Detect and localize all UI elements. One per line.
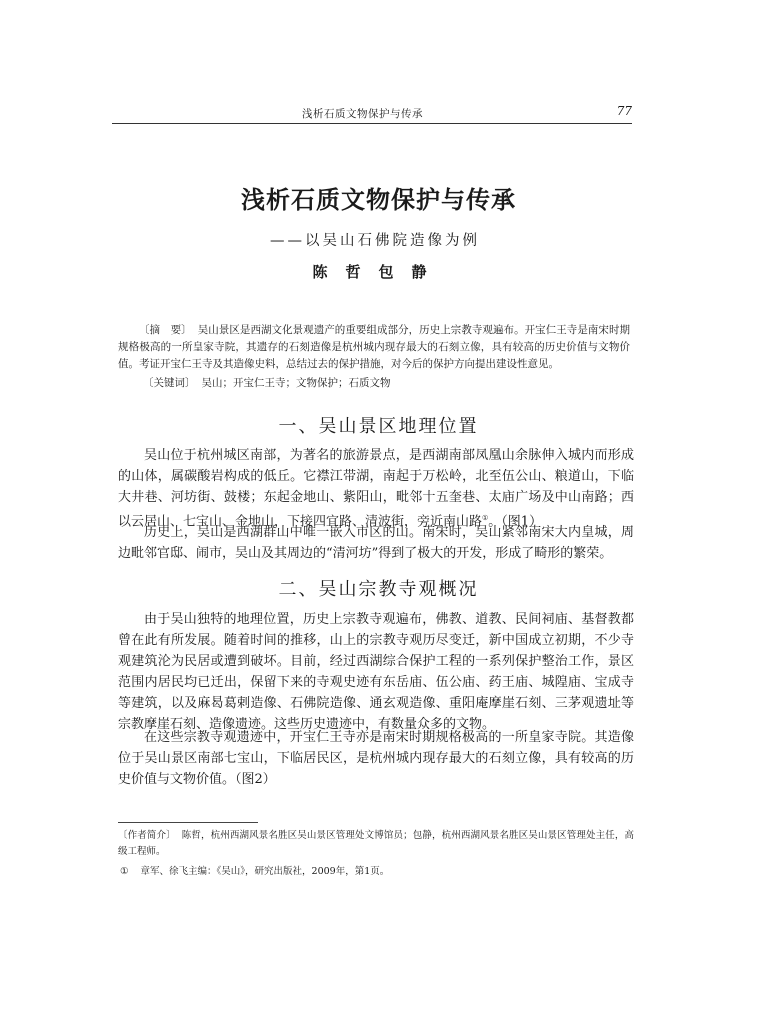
paragraph-text: 由于吴山独特的地理位置，历史上宗教寺观遍布，佛教、道教、民间祠庙、基督教都曾在此有所发展。随着时间的推移，山上的宗教寺观历尽变迁，新中国成立初期，不少寺观建筑沦为民居或遭到破坏。目前，经过西湖综合保护工程的一系列保护整治工作，景区范围内居民均已迁出，保留下来的寺观史迹有东岳庙、伍公庙、药王庙、城隍庙、宝成寺等建筑，以及麻曷葛剌造像、石佛院造像、通玄观造像、重阳庵摩崖石刻、三茅观遗址等宗教摩崖石刻、造像遗迹。这些历史遗迹中，有数量众多的文物。 [118,612,634,732]
paragraph-text: 吴山位于杭州城区南部，为著名的旅游景点，是西湖南部凤凰山余脉伸入城内而形成的山体，属碳酸岩构成的低丘。它襟江带湖，南起于万松岭，北至伍公山、粮道山，下临大井巷、河坊街、鼓楼；东起金地山、紫阳山，毗邻十五奎巷、太庙广场及中山南路；西以云居山、七宝山、金地山，下接四宜路、清波街，旁近南山路 [118,448,634,530]
author-note [118,828,634,860]
footnote-text: 章军、徐飞主编：《吴山》，研究出版社，2009年，第1页。 [140,866,390,877]
keywords-tag: 〔关键词〕 [143,377,196,389]
paragraph-tail: 。（图1） [488,514,543,530]
abstract-tag: 〔摘 要〕 [139,324,192,336]
section-heading-2: 二、吴山宗教寺观概况 [278,579,479,600]
author-note-text: 陈哲，杭州西湖风景名胜区吴山景区管理处文博馆员；包静，杭州西湖风景名胜区吴山景区管理处主任，高级工程师。 [118,830,634,857]
paragraph [118,445,634,532]
paragraph [118,609,634,735]
running-title: 浅析石质文物保护与传承 [302,108,423,120]
paragraph-text: 历史上，吴山是西湖群山中唯一嵌入市区的山。南宋时，吴山紧邻南宋大内皇城，周边毗邻官邸、闹市，吴山及其周边的“清河坊”得到了极大的开发，形成了畸形的繁荣。 [118,525,634,561]
footnote-number: ① [120,866,129,877]
header-rule [112,123,632,124]
paragraph [118,522,634,564]
running-header [112,104,632,124]
paragraph-text: 在这些宗教寺观遗迹中，开宝仁王寺亦是南宋时期规格极高的一所皇家寺院。其造像位于吴山景区南部七宝山，下临居民区，是杭州城内现存最大的石刻立像，具有较高的历史价值与文物价值。（图2） [118,730,634,787]
abstract-text: 吴山景区是西湖文化景观遗产的重要组成部分，历史上宗教寺观遍布。开宝仁王寺是南宋时期规格极高的一所皇家寺院，其遗存的石刻造像是杭州城内现存最大的石刻立像，具有较高的历史价值与文物价值。考证开宝仁王寺及其造像史料，总结过去的保护措施，对今后的保护方向提出建设性意见。 [118,324,631,370]
abstract [118,322,630,373]
article-subtitle: ——以吴山石佛院造像为例 [270,233,480,249]
section-heading-1: 一、吴山景区地理位置 [278,416,479,437]
page-number: 77 [616,104,632,118]
footnote-rule [118,822,258,823]
keywords-text: 吴山；开宝仁王寺；文物保护；石质文物 [201,377,391,389]
footnote-ref[interactable]: ① [482,514,489,522]
article-authors: 陈哲包静 [312,263,445,281]
author-note-tag: 〔作者简介〕 [118,830,176,841]
paragraph [118,727,634,790]
keywords [143,375,623,392]
footnote [118,864,634,880]
article-title: 浅析石质文物保护与传承 [241,185,516,214]
